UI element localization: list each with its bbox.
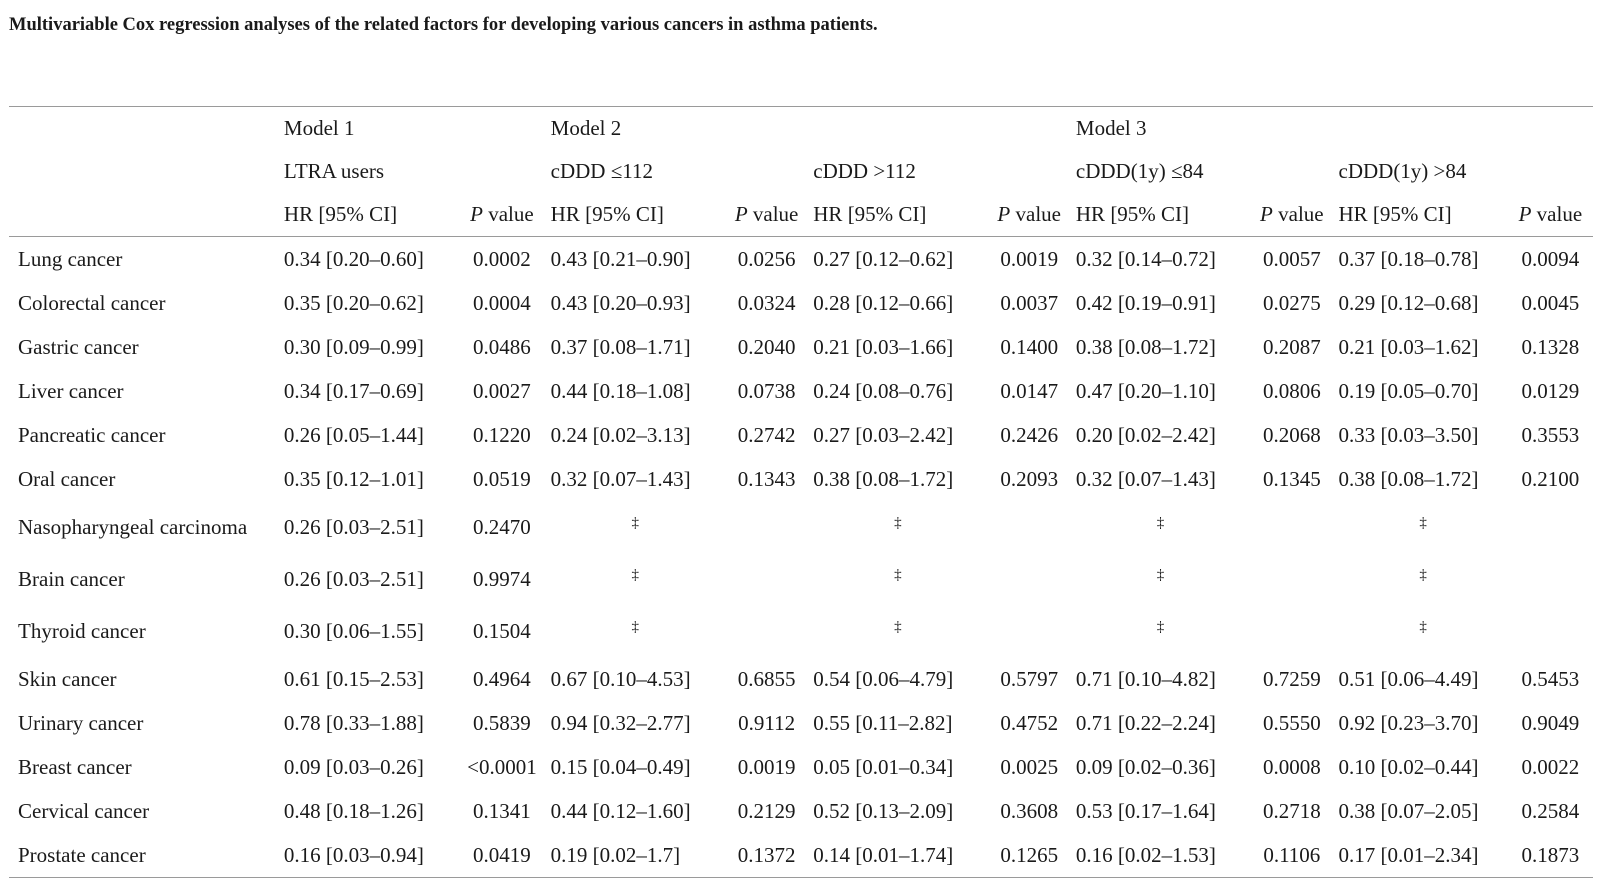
hr-ci-cell: 0.35 [0.20–0.62] — [283, 290, 424, 315]
hr-ci-cell: 0.47 [0.20–1.10] — [1075, 378, 1216, 403]
p-value-cell: 0.2129 — [737, 798, 796, 823]
not-estimable-marker: ‡ — [1419, 618, 1427, 635]
row-cancer-type: Oral cancer — [18, 466, 116, 491]
hr-ci-cell: 0.24 [0.02–3.13] — [550, 422, 691, 447]
hr-ci-cell: 0.10 [0.02–0.44] — [1338, 754, 1479, 779]
header-p-value — [720, 193, 813, 237]
table-row — [9, 605, 1593, 657]
p-value-cell: 0.0486 — [473, 334, 531, 359]
hr-ci-cell: 0.24 [0.08–0.76] — [813, 378, 954, 403]
table-row — [9, 501, 1593, 553]
p-value-cell: 0.5453 — [1521, 666, 1580, 691]
hr-ci-cell: 0.38 [0.07–2.05] — [1338, 798, 1479, 823]
row-cancer-type: Colorectal cancer — [18, 290, 166, 315]
p-value-cell: 0.1343 — [737, 466, 796, 491]
header-p-italic: P — [734, 202, 748, 226]
p-value-cell: 0.0806 — [1262, 378, 1321, 403]
table-row — [9, 701, 1593, 745]
table-row — [9, 553, 1593, 605]
p-value-cell: 0.3608 — [1000, 798, 1059, 823]
header-blank — [9, 107, 284, 151]
row-cancer-type: Brain cancer — [18, 566, 125, 591]
p-value-cell: 0.6855 — [737, 666, 796, 691]
p-value-cell — [720, 553, 813, 605]
p-value-cell: 0.2100 — [1521, 466, 1580, 491]
row-cancer-type: Lung cancer — [18, 246, 123, 271]
hr-ci-cell: 0.29 [0.12–0.68] — [1338, 290, 1479, 315]
p-value-cell: 0.9049 — [1521, 710, 1580, 735]
not-estimable-marker: ‡ — [894, 618, 902, 635]
row-cancer-type: Breast cancer — [18, 754, 132, 779]
table-body — [9, 237, 1593, 878]
hr-ci-cell: 0.16 [0.03–0.94] — [283, 842, 424, 867]
table-row — [9, 745, 1593, 789]
p-value-cell — [1508, 501, 1593, 553]
hr-ci-cell: 0.61 [0.15–2.53] — [283, 666, 424, 691]
p-value-cell: 0.1873 — [1521, 842, 1580, 867]
hr-ci-cell: 0.33 [0.03–3.50] — [1338, 422, 1479, 447]
not-estimable-marker: ‡ — [1419, 566, 1427, 583]
hr-ci-cell: 0.78 [0.33–1.88] — [283, 710, 424, 735]
row-cancer-type: Prostate cancer — [18, 842, 146, 867]
header-p-italic: P — [997, 202, 1011, 226]
p-value-cell: 0.2040 — [737, 334, 796, 359]
row-cancer-type: Thyroid cancer — [18, 618, 146, 643]
header-blank — [9, 150, 284, 193]
p-value-cell: 0.2093 — [1000, 466, 1059, 491]
hr-ci-cell: 0.44 [0.12–1.60] — [550, 798, 691, 823]
header-hr-ci: HR [95% CI] — [1339, 193, 1508, 237]
p-value-cell: 0.4752 — [1000, 710, 1059, 735]
p-value-cell: 0.0045 — [1521, 290, 1580, 315]
p-value-cell: 0.2068 — [1262, 422, 1321, 447]
header-row-columns — [9, 193, 1593, 237]
p-value-cell: 0.0094 — [1521, 246, 1580, 271]
header-group-cddd1y-low: cDDD(1y) ≤84 — [1075, 159, 1204, 183]
not-estimable-marker: ‡ — [894, 514, 902, 531]
table-row — [9, 657, 1593, 701]
p-value-cell: 0.1372 — [737, 842, 796, 867]
table-caption: Multivariable Cox regression analyses of the related factors for developing various cancers in asthma patients. — [9, 15, 878, 35]
p-value-cell — [1508, 553, 1593, 605]
p-value-cell — [720, 605, 813, 657]
p-value-cell: 0.0019 — [737, 754, 796, 779]
hr-ci-cell: 0.43 [0.20–0.93] — [550, 290, 691, 315]
hr-ci-cell: 0.09 [0.03–0.26] — [283, 754, 424, 779]
header-p-value — [1508, 193, 1593, 237]
header-p-italic: P — [470, 202, 483, 226]
p-value-cell: 0.9112 — [738, 710, 796, 735]
p-value-cell: 0.1504 — [473, 618, 531, 643]
table-row — [9, 833, 1593, 878]
header-group-ltra-users: LTRA users — [283, 159, 385, 183]
hr-ci-cell: 0.54 [0.06–4.79] — [813, 666, 954, 691]
row-cancer-type: Pancreatic cancer — [18, 422, 166, 447]
table-row — [9, 369, 1593, 413]
hr-ci-cell: 0.32 [0.07–1.43] — [550, 466, 691, 491]
hr-ci-cell: 0.71 [0.22–2.24] — [1075, 710, 1216, 735]
p-value-cell — [983, 501, 1076, 553]
not-estimable-marker: ‡ — [1156, 514, 1165, 531]
table-row — [9, 457, 1593, 501]
hr-ci-cell: 0.32 [0.14–0.72] — [1075, 246, 1216, 271]
row-cancer-type: Liver cancer — [18, 378, 124, 403]
p-value-cell: 0.1220 — [473, 422, 531, 447]
hr-ci-cell: 0.51 [0.06–4.49] — [1338, 666, 1479, 691]
p-value-cell — [720, 501, 813, 553]
header-p-italic: P — [1260, 202, 1273, 226]
hr-ci-cell: 0.92 [0.23–3.70] — [1338, 710, 1479, 735]
header-model-1: Model 1 — [283, 116, 355, 140]
hr-ci-cell: 0.55 [0.11–2.82] — [813, 710, 953, 735]
not-estimable-marker: ‡ — [894, 566, 902, 583]
p-value-cell: 0.0519 — [473, 466, 531, 491]
p-value-cell: 0.1400 — [1000, 334, 1059, 359]
row-cancer-type: Nasopharyngeal carcinoma — [18, 514, 248, 539]
not-estimable-marker: ‡ — [631, 618, 640, 635]
hr-ci-cell: 0.53 [0.17–1.64] — [1075, 798, 1216, 823]
p-value-cell: 0.1345 — [1262, 466, 1321, 491]
hr-ci-cell: 0.32 [0.07–1.43] — [1075, 466, 1216, 491]
hr-ci-cell: 0.35 [0.12–1.01] — [283, 466, 424, 491]
p-value-cell: <0.0001 — [467, 754, 537, 779]
hr-ci-cell: 0.26 [0.03–2.51] — [283, 514, 424, 539]
header-p-italic: P — [1518, 202, 1532, 226]
p-value-cell: 0.1106 — [1263, 842, 1321, 867]
hr-ci-cell: 0.27 [0.12–0.62] — [813, 246, 954, 271]
hr-ci-cell: 0.52 [0.13–2.09] — [813, 798, 954, 823]
row-cancer-type: Cervical cancer — [18, 798, 150, 823]
header-group-cddd-low: cDDD ≤112 — [550, 159, 653, 183]
table-row — [9, 237, 1593, 282]
header-p-rest: value — [747, 202, 799, 226]
hr-ci-cell: 0.30 [0.06–1.55] — [283, 618, 424, 643]
p-value-cell — [1245, 553, 1338, 605]
header-hr-ci: HR [95% CI] — [813, 193, 982, 237]
table-row — [9, 789, 1593, 833]
header-hr-ci: HR [95% CI] — [284, 193, 453, 237]
hr-ci-cell: 0.28 [0.12–0.66] — [813, 290, 954, 315]
header-model-3: Model 3 — [1075, 116, 1147, 140]
row-cancer-type: Gastric cancer — [18, 334, 139, 359]
header-p-rest: value — [1272, 202, 1324, 226]
hr-ci-cell: 0.38 [0.08–1.72] — [813, 466, 954, 491]
p-value-cell: 0.2718 — [1262, 798, 1321, 823]
hr-ci-cell: 0.38 [0.08–1.72] — [1075, 334, 1216, 359]
hr-ci-cell: 0.43 [0.21–0.90] — [550, 246, 691, 271]
p-value-cell: 0.2742 — [737, 422, 796, 447]
p-value-cell: 0.2426 — [1000, 422, 1059, 447]
hr-ci-cell: 0.67 [0.10–4.53] — [550, 666, 691, 691]
p-value-cell: 0.5550 — [1262, 710, 1321, 735]
not-estimable-marker: ‡ — [1156, 618, 1165, 635]
row-cancer-type: Skin cancer — [18, 666, 117, 691]
p-value-cell: 0.5839 — [473, 710, 531, 735]
hr-ci-cell: 0.05 [0.01–0.34] — [813, 754, 954, 779]
header-p-rest: value — [1531, 202, 1583, 226]
p-value-cell: 0.0738 — [737, 378, 796, 403]
p-value-cell — [983, 605, 1076, 657]
header-group-cddd-high: cDDD >112 — [813, 159, 916, 183]
hr-ci-cell: 0.21 [0.03–1.66] — [813, 334, 954, 359]
hr-ci-cell: 0.15 [0.04–0.49] — [550, 754, 691, 779]
header-hr-ci: HR [95% CI] — [551, 193, 720, 237]
header-p-value — [1245, 193, 1338, 237]
header-p-value — [983, 193, 1076, 237]
p-value-cell: 0.0057 — [1262, 246, 1321, 271]
p-value-cell: 0.0004 — [473, 290, 531, 315]
hr-ci-cell: 0.44 [0.18–1.08] — [550, 378, 691, 403]
hr-ci-cell: 0.71 [0.10–4.82] — [1075, 666, 1216, 691]
p-value-cell — [983, 553, 1076, 605]
header-group-cddd1y-high: cDDD(1y) >84 — [1338, 159, 1467, 183]
p-value-cell: 0.3553 — [1521, 422, 1580, 447]
hr-ci-cell: 0.34 [0.20–0.60] — [283, 246, 424, 271]
p-value-cell: 0.2470 — [473, 514, 531, 539]
hr-ci-cell: 0.27 [0.03–2.42] — [813, 422, 954, 447]
p-value-cell: 0.0324 — [737, 290, 796, 315]
hr-ci-cell: 0.20 [0.02–2.42] — [1075, 422, 1216, 447]
hr-ci-cell: 0.34 [0.17–0.69] — [283, 378, 424, 403]
p-value-cell: 0.0019 — [1000, 246, 1059, 271]
p-value-cell: 0.0275 — [1262, 290, 1321, 315]
p-value-cell: 0.0129 — [1521, 378, 1580, 403]
header-model-2: Model 2 — [550, 116, 622, 140]
header-row-models — [9, 107, 1593, 151]
p-value-cell: 0.2087 — [1262, 334, 1321, 359]
p-value-cell: 0.0419 — [473, 842, 531, 867]
hr-ci-cell: 0.09 [0.02–0.36] — [1075, 754, 1216, 779]
row-cancer-type: Urinary cancer — [18, 710, 144, 735]
p-value-cell: 0.5797 — [1000, 666, 1059, 691]
p-value-cell: 0.0256 — [737, 246, 796, 271]
hr-ci-cell: 0.21 [0.03–1.62] — [1338, 334, 1479, 359]
p-value-cell: 0.1328 — [1521, 334, 1580, 359]
header-p-rest: value — [1010, 202, 1061, 226]
p-value-cell: 0.9974 — [473, 566, 531, 591]
p-value-cell — [1508, 605, 1593, 657]
hr-ci-cell: 0.19 [0.05–0.70] — [1338, 378, 1479, 403]
hr-ci-cell: 0.16 [0.02–1.53] — [1075, 842, 1216, 867]
p-value-cell — [1245, 501, 1338, 553]
p-value-cell: 0.0147 — [1000, 378, 1059, 403]
hr-ci-cell: 0.26 [0.05–1.44] — [283, 422, 424, 447]
cox-regression-table — [9, 106, 1593, 878]
hr-ci-cell: 0.14 [0.01–1.74] — [813, 842, 954, 867]
p-value-cell: 0.1265 — [1000, 842, 1059, 867]
header-p-rest: value — [482, 202, 534, 226]
p-value-cell: 0.0037 — [1000, 290, 1059, 315]
hr-ci-cell: 0.19 [0.02–1.7] — [550, 842, 681, 867]
p-value-cell: 0.0022 — [1521, 754, 1580, 779]
p-value-cell: 0.0002 — [473, 246, 531, 271]
not-estimable-marker: ‡ — [631, 514, 640, 531]
header-p-value — [453, 193, 550, 237]
p-value-cell: 0.2584 — [1521, 798, 1580, 823]
p-value-cell — [1245, 605, 1338, 657]
header-blank — [9, 193, 284, 237]
header-hr-ci: HR [95% CI] — [1076, 193, 1245, 237]
hr-ci-cell: 0.94 [0.32–2.77] — [550, 710, 691, 735]
hr-ci-cell: 0.42 [0.19–0.91] — [1075, 290, 1216, 315]
hr-ci-cell: 0.17 [0.01–2.34] — [1338, 842, 1479, 867]
not-estimable-marker: ‡ — [631, 566, 640, 583]
hr-ci-cell: 0.38 [0.08–1.72] — [1338, 466, 1479, 491]
table-row — [9, 325, 1593, 369]
hr-ci-cell: 0.26 [0.03–2.51] — [283, 566, 424, 591]
p-value-cell: 0.0027 — [473, 378, 531, 403]
table-row — [9, 281, 1593, 325]
p-value-cell: 0.1341 — [473, 798, 531, 823]
table-row — [9, 413, 1593, 457]
header-row-groups — [9, 150, 1593, 193]
hr-ci-cell: 0.37 [0.18–0.78] — [1338, 246, 1479, 271]
hr-ci-cell: 0.48 [0.18–1.26] — [283, 798, 424, 823]
not-estimable-marker: ‡ — [1156, 566, 1165, 583]
not-estimable-marker: ‡ — [1419, 514, 1427, 531]
p-value-cell: 0.7259 — [1262, 666, 1321, 691]
hr-ci-cell: 0.30 [0.09–0.99] — [283, 334, 424, 359]
p-value-cell: 0.4964 — [473, 666, 531, 691]
hr-ci-cell: 0.37 [0.08–1.71] — [550, 334, 691, 359]
p-value-cell: 0.0008 — [1262, 754, 1321, 779]
p-value-cell: 0.0025 — [1000, 754, 1059, 779]
